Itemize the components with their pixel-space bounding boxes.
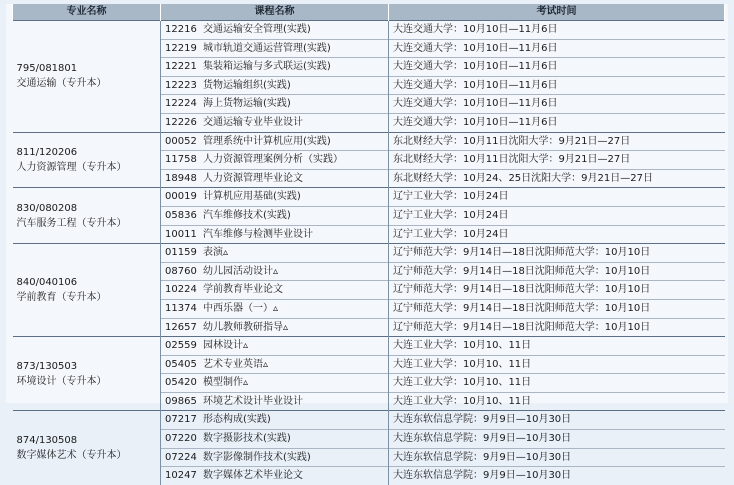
course-code: 12221 xyxy=(165,61,197,73)
course-code: 11374 xyxy=(165,302,197,314)
course-code: 11758 xyxy=(165,154,197,166)
course-code: 05836 xyxy=(165,209,197,221)
major-cell xyxy=(13,337,161,411)
course-cell xyxy=(161,411,389,430)
course-cell xyxy=(161,262,389,281)
major-name: 汽车服务工程（专升本） xyxy=(16,217,127,229)
course-cell xyxy=(161,113,389,132)
exam-schedule-table xyxy=(12,4,725,485)
course-cell xyxy=(161,337,389,356)
course-cell xyxy=(161,281,389,300)
exam-time-cell: 东北财经大学：10月11日沈阳大学：9月21日—27日 xyxy=(389,132,725,151)
exam-time-cell: 大连交通大学：10月10日—11月6日 xyxy=(389,58,725,77)
course-cell xyxy=(161,392,389,411)
course-name: 学前教育毕业论文 xyxy=(203,284,283,296)
course-name: 人力资源管理毕业论文 xyxy=(203,172,303,184)
major-cell xyxy=(13,411,161,485)
course-code: 10224 xyxy=(165,284,197,296)
table-row xyxy=(13,411,725,430)
exam-time-cell: 东北财经大学：10月11日沈阳大学：9月21日—27日 xyxy=(389,151,725,170)
exam-time-cell: 辽宁师范大学：9月14日—18日沈阳师范大学：10月10日 xyxy=(389,244,725,263)
exam-time-cell: 大连交通大学：10月10日—11月6日 xyxy=(389,113,725,132)
major-code: 873/130503 xyxy=(16,360,78,372)
table-row xyxy=(13,244,725,263)
table-header-row xyxy=(13,4,725,21)
course-cell xyxy=(161,21,389,40)
course-code: 09865 xyxy=(165,395,197,407)
major-name: 人力资源管理（专升本） xyxy=(16,161,127,173)
course-name: 交通运输专业毕业设计 xyxy=(203,116,303,128)
exam-time-cell: 大连工业大学：10月10、11日 xyxy=(389,337,725,356)
course-cell xyxy=(161,430,389,449)
course-name: 海上货物运输(实践) xyxy=(203,98,291,110)
course-name: 数字媒体艺术毕业论文 xyxy=(203,470,303,482)
course-name: 幼儿教师教研指导▵ xyxy=(203,321,289,333)
course-cell xyxy=(161,151,389,170)
course-name: 艺术专业英语▵ xyxy=(203,358,269,370)
course-code: 12216 xyxy=(165,24,197,35)
exam-time-cell: 辽宁师范大学：9月14日—18日沈阳师范大学：10月10日 xyxy=(389,281,725,300)
major-code: 840/040106 xyxy=(16,277,78,289)
course-code: 02559 xyxy=(165,340,197,352)
table-row xyxy=(13,337,725,356)
course-cell xyxy=(161,169,389,188)
course-name: 形态构成(实践) xyxy=(203,414,271,426)
table-row xyxy=(13,21,725,40)
course-name: 集装箱运输与多式联运(实践) xyxy=(203,61,331,73)
course-code: 12226 xyxy=(165,116,197,128)
course-code: 12223 xyxy=(165,79,197,91)
exam-time-cell: 大连东软信息学院：9月9日—10月30日 xyxy=(389,448,725,467)
major-code: 874/130508 xyxy=(16,435,78,447)
exam-time-cell: 辽宁工业大学：10月24日 xyxy=(389,206,725,225)
course-cell xyxy=(161,225,389,244)
course-name: 环境艺术设计毕业设计 xyxy=(203,395,303,407)
course-cell xyxy=(161,318,389,337)
course-code: 12219 xyxy=(165,42,197,54)
course-name: 城市轨道交通运营管理(实践) xyxy=(203,42,331,54)
exam-time-cell: 辽宁师范大学：9月14日—18日沈阳师范大学：10月10日 xyxy=(389,318,725,337)
table-row xyxy=(13,132,725,151)
course-name: 人力资源管理案例分析（实践） xyxy=(203,154,343,166)
table-row xyxy=(13,188,725,207)
exam-time-cell: 辽宁师范大学：9月14日—18日沈阳师范大学：10月10日 xyxy=(389,262,725,281)
header-major: 专业名称 xyxy=(13,4,161,21)
course-name: 模型制作▵ xyxy=(203,377,249,389)
exam-time-cell: 大连东软信息学院：9月9日—10月30日 xyxy=(389,467,725,485)
exam-time-cell: 辽宁工业大学：10月24日 xyxy=(389,188,725,207)
course-name: 幼儿园活动设计▵ xyxy=(203,265,279,277)
course-code: 08760 xyxy=(165,265,197,277)
course-cell xyxy=(161,76,389,95)
course-cell xyxy=(161,374,389,393)
exam-time-cell: 辽宁师范大学：9月14日—18日沈阳师范大学：10月10日 xyxy=(389,299,725,318)
course-name: 中西乐器（一）▵ xyxy=(203,302,279,314)
course-code: 10011 xyxy=(165,228,197,240)
exam-time-cell: 大连交通大学：10月10日—11月6日 xyxy=(389,39,725,58)
exam-time-cell: 大连交通大学：10月10日—11月6日 xyxy=(389,95,725,114)
table-body xyxy=(13,21,725,485)
major-cell xyxy=(13,188,161,244)
major-cell xyxy=(13,132,161,188)
course-name: 货物运输组织(实践) xyxy=(203,79,291,91)
major-cell xyxy=(13,244,161,337)
exam-time-cell: 东北财经大学：10月24、25日沈阳大学：9月21日—27日 xyxy=(389,169,725,188)
course-code: 05405 xyxy=(165,358,197,370)
schedule-sheet xyxy=(6,4,728,482)
exam-time-cell: 大连交通大学：10月10日—11月6日 xyxy=(389,21,725,40)
course-name: 表演▵ xyxy=(203,247,229,259)
major-cell xyxy=(13,21,161,133)
course-name: 数字影像制作技术(实践) xyxy=(203,451,311,463)
exam-time-cell: 大连东软信息学院：9月9日—10月30日 xyxy=(389,411,725,430)
course-code: 18948 xyxy=(165,172,197,184)
course-cell xyxy=(161,206,389,225)
header-course: 课程名称 xyxy=(161,4,389,21)
course-cell xyxy=(161,39,389,58)
course-cell xyxy=(161,58,389,77)
exam-time-cell: 大连交通大学：10月10日—11月6日 xyxy=(389,76,725,95)
major-code: 830/080208 xyxy=(16,202,78,214)
exam-time-cell: 大连工业大学：10月10、11日 xyxy=(389,392,725,411)
course-code: 12224 xyxy=(165,98,197,110)
course-cell xyxy=(161,467,389,485)
major-name: 交通运输（专升本） xyxy=(16,78,107,90)
exam-time-cell: 辽宁工业大学：10月24日 xyxy=(389,225,725,244)
course-name: 交通运输安全管理(实践) xyxy=(203,24,311,35)
course-cell xyxy=(161,95,389,114)
exam-time-cell: 大连工业大学：10月10、11日 xyxy=(389,374,725,393)
course-cell xyxy=(161,448,389,467)
major-name: 学前教育（专升本） xyxy=(16,292,107,304)
course-cell xyxy=(161,132,389,151)
course-code: 07217 xyxy=(165,414,197,426)
course-code: 07224 xyxy=(165,451,197,463)
major-name: 数字媒体艺术（专升本） xyxy=(16,450,127,462)
course-code: 01159 xyxy=(165,247,197,259)
course-code: 10247 xyxy=(165,470,197,482)
major-name: 环境设计（专升本） xyxy=(16,375,107,387)
exam-time-cell: 大连东软信息学院：9月9日—10月30日 xyxy=(389,430,725,449)
course-name: 管理系统中计算机应用(实践) xyxy=(203,135,331,147)
course-name: 计算机应用基础(实践) xyxy=(203,191,301,203)
course-code: 00052 xyxy=(165,135,197,147)
course-code: 12657 xyxy=(165,321,197,333)
course-name: 园林设计▵ xyxy=(203,340,249,352)
course-cell xyxy=(161,355,389,374)
course-code: 07220 xyxy=(165,433,197,445)
header-exam-time: 考试时间 xyxy=(389,4,725,21)
course-cell xyxy=(161,244,389,263)
course-cell xyxy=(161,299,389,318)
major-code: 795/081801 xyxy=(16,63,78,75)
course-name: 汽车维修与检测毕业设计 xyxy=(203,228,313,240)
exam-time-cell: 大连工业大学：10月10、11日 xyxy=(389,355,725,374)
course-name: 汽车维修技术(实践) xyxy=(203,209,291,221)
course-cell xyxy=(161,188,389,207)
course-code: 05420 xyxy=(165,377,197,389)
course-name: 数字摄影技术(实践) xyxy=(203,433,291,445)
major-code: 811/120206 xyxy=(16,146,78,158)
course-code: 00019 xyxy=(165,191,197,203)
